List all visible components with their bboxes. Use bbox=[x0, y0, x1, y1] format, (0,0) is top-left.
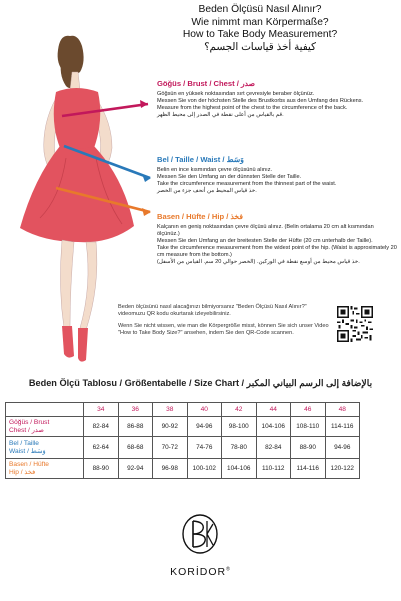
waist-heading-arabic: وَسَط bbox=[226, 155, 244, 164]
table-cell: 104-106 bbox=[222, 459, 257, 479]
table-cell: 114-116 bbox=[325, 417, 360, 437]
table-cell: 110-112 bbox=[256, 459, 291, 479]
hip-line-ar: .خذ قياس محيط من أوسع نقطة في الوركين. (الخصر حوالي 20 سم. القياس من الأسفل) bbox=[157, 259, 360, 265]
table-cell: 68-68 bbox=[118, 437, 153, 459]
size-header-cell: 36 bbox=[118, 403, 153, 417]
waist-instructions bbox=[157, 167, 397, 195]
table-cell: 62-64 bbox=[84, 437, 119, 459]
row-label-bust bbox=[6, 417, 84, 437]
size-header-cell: 40 bbox=[187, 403, 222, 417]
title-english: How to Take Body Measurement? bbox=[182, 29, 338, 40]
table-cell: 94-96 bbox=[325, 437, 360, 459]
table-cell: 94-96 bbox=[187, 417, 222, 437]
waist-line-tr: Belin en ince kısmından çevre ölçüsünü alınız. bbox=[157, 167, 273, 173]
table-cell: 88-90 bbox=[291, 437, 326, 459]
table-cell: 74-76 bbox=[187, 437, 222, 459]
hip-section bbox=[157, 212, 397, 266]
table-cell: 120-122 bbox=[325, 459, 360, 479]
table-cell: 104-106 bbox=[256, 417, 291, 437]
bust-heading-arabic: صدر bbox=[240, 79, 256, 88]
size-header-cell: 42 bbox=[222, 403, 257, 417]
bust-line-tr: Göğsün en yüksek noktasından sırt çevresiyle beraber ölçünüz. bbox=[157, 91, 315, 97]
bust-line-en: Measure from the highest point of the chest to the circumference of the back. bbox=[157, 105, 348, 111]
table-cell: 108-110 bbox=[291, 417, 326, 437]
row-label-bust-line2: Chest / صدر bbox=[9, 426, 44, 434]
size-header-row bbox=[6, 403, 360, 417]
hip-heading-text: Basen / Hüfte / Hip / bbox=[157, 212, 229, 221]
title-arabic: كيفية أخذ قياسات الجسم؟ bbox=[204, 41, 316, 53]
title-german: Wie nimmt man Körpermaße? bbox=[191, 16, 329, 28]
bust-line-de: Messen Sie von der höchsten Stelle des Brustkorbs aus den Umfang des Rückens. bbox=[157, 98, 364, 104]
table-cell: 88-90 bbox=[84, 459, 119, 479]
table-cell: 92-94 bbox=[118, 459, 153, 479]
bust-section bbox=[157, 79, 397, 119]
table-cell: 98-100 bbox=[222, 417, 257, 437]
table-cell: 86-88 bbox=[118, 417, 153, 437]
hip-instructions bbox=[157, 224, 397, 266]
table-row-waist bbox=[6, 437, 360, 459]
row-label-waist bbox=[6, 437, 84, 459]
bust-heading bbox=[157, 79, 397, 89]
brand-name bbox=[0, 566, 401, 578]
row-label-hip-line1: Basen / Hüfte bbox=[9, 460, 49, 468]
title-turkish: Beden Ölçüsü Nasıl Alınır? bbox=[198, 4, 322, 15]
table-cell: 114-116 bbox=[291, 459, 326, 479]
table-row-bust bbox=[6, 417, 360, 437]
table-cell: 82-84 bbox=[256, 437, 291, 459]
hip-heading bbox=[157, 212, 397, 222]
waist-heading bbox=[157, 155, 397, 165]
row-label-waist-line1: Bel / Taille bbox=[9, 439, 39, 447]
size-header-cell: 44 bbox=[256, 403, 291, 417]
brand-logo-icon bbox=[180, 512, 220, 556]
table-cell: 100-102 bbox=[187, 459, 222, 479]
registered-mark: ® bbox=[226, 566, 231, 573]
size-header-corner bbox=[6, 403, 84, 417]
hip-heading-arabic: فخذ bbox=[230, 212, 243, 221]
row-label-hip bbox=[6, 459, 84, 479]
size-header-cell: 34 bbox=[84, 403, 119, 417]
bust-line-ar: .قم بالقياس من أعلى نقطة في الصدر إلى محيط الظهر bbox=[157, 112, 284, 118]
size-header-cell: 38 bbox=[153, 403, 188, 417]
row-label-hip-line2: Hip / فخذ bbox=[9, 468, 36, 476]
row-label-bust-line1: Göğüs / Brust bbox=[9, 418, 50, 426]
table-cell: 82-84 bbox=[84, 417, 119, 437]
hip-line-de: Messen Sie den Umfang an der breitesten Stelle der Hüfte (20 cm unterhalb der Taille). bbox=[157, 238, 373, 244]
row-label-waist-line2: Waist / وَسَط bbox=[9, 447, 46, 455]
qr-text-german: Wenn Sie nicht wissen, wie man die Körpergröße misst, können Sie sich unser Video "How to Take Body Size?" ansehen, indem Sie den QR-Code scannen. bbox=[118, 323, 329, 336]
waist-line-ar: .خذ قياس المحيط من أنحف جزء من الخصر bbox=[157, 188, 257, 194]
table-cell: 96-98 bbox=[153, 459, 188, 479]
table-cell: 78-80 bbox=[222, 437, 257, 459]
waist-section bbox=[157, 155, 397, 195]
table-cell: 90-92 bbox=[153, 417, 188, 437]
qr-instructions bbox=[118, 304, 330, 342]
brand-name-text: KORİDOR bbox=[170, 566, 227, 578]
qr-text-turkish: Beden ölçüsünü nasıl alacağınızı bilmiyorsanız "Beden Ölçüsü Nasıl Alınır?" videomuzu QR kodu okurtarak izleyebilirsiniz. bbox=[118, 304, 307, 317]
bust-heading-text: Göğüs / Brust / Chest / bbox=[157, 79, 239, 88]
hip-line-en: Take the circumference measurement from the widest point of the hip. (Waist is approximately 20 cm measure from the bottom.) bbox=[157, 245, 397, 258]
bust-instructions bbox=[157, 91, 397, 119]
hip-line-tr: Kalçanın en geniş noktasından çevre ölçüsü alınız. (Belin ortalama 20 cm alt kısmından ölçünüz.) bbox=[157, 224, 374, 237]
size-header-cell: 48 bbox=[325, 403, 360, 417]
table-row-hip bbox=[6, 459, 360, 479]
table-cell: 70-72 bbox=[153, 437, 188, 459]
size-header-cell: 46 bbox=[291, 403, 326, 417]
qr-code-icon[interactable] bbox=[337, 306, 373, 342]
size-chart-title: Beden Ölçü Tablosu / Größentabelle / Size Chart / بالإضافة إلى الرسم البياني المكبر bbox=[28, 378, 373, 388]
waist-line-en: Take the circumference measurement from the thinnest part of the waist. bbox=[157, 181, 337, 187]
waist-line-de: Messen Sie den Umfang an der dünnsten Stelle der Taille. bbox=[157, 174, 302, 180]
size-chart-table bbox=[5, 402, 360, 479]
waist-heading-text: Bel / Taille / Waist / bbox=[157, 155, 225, 164]
